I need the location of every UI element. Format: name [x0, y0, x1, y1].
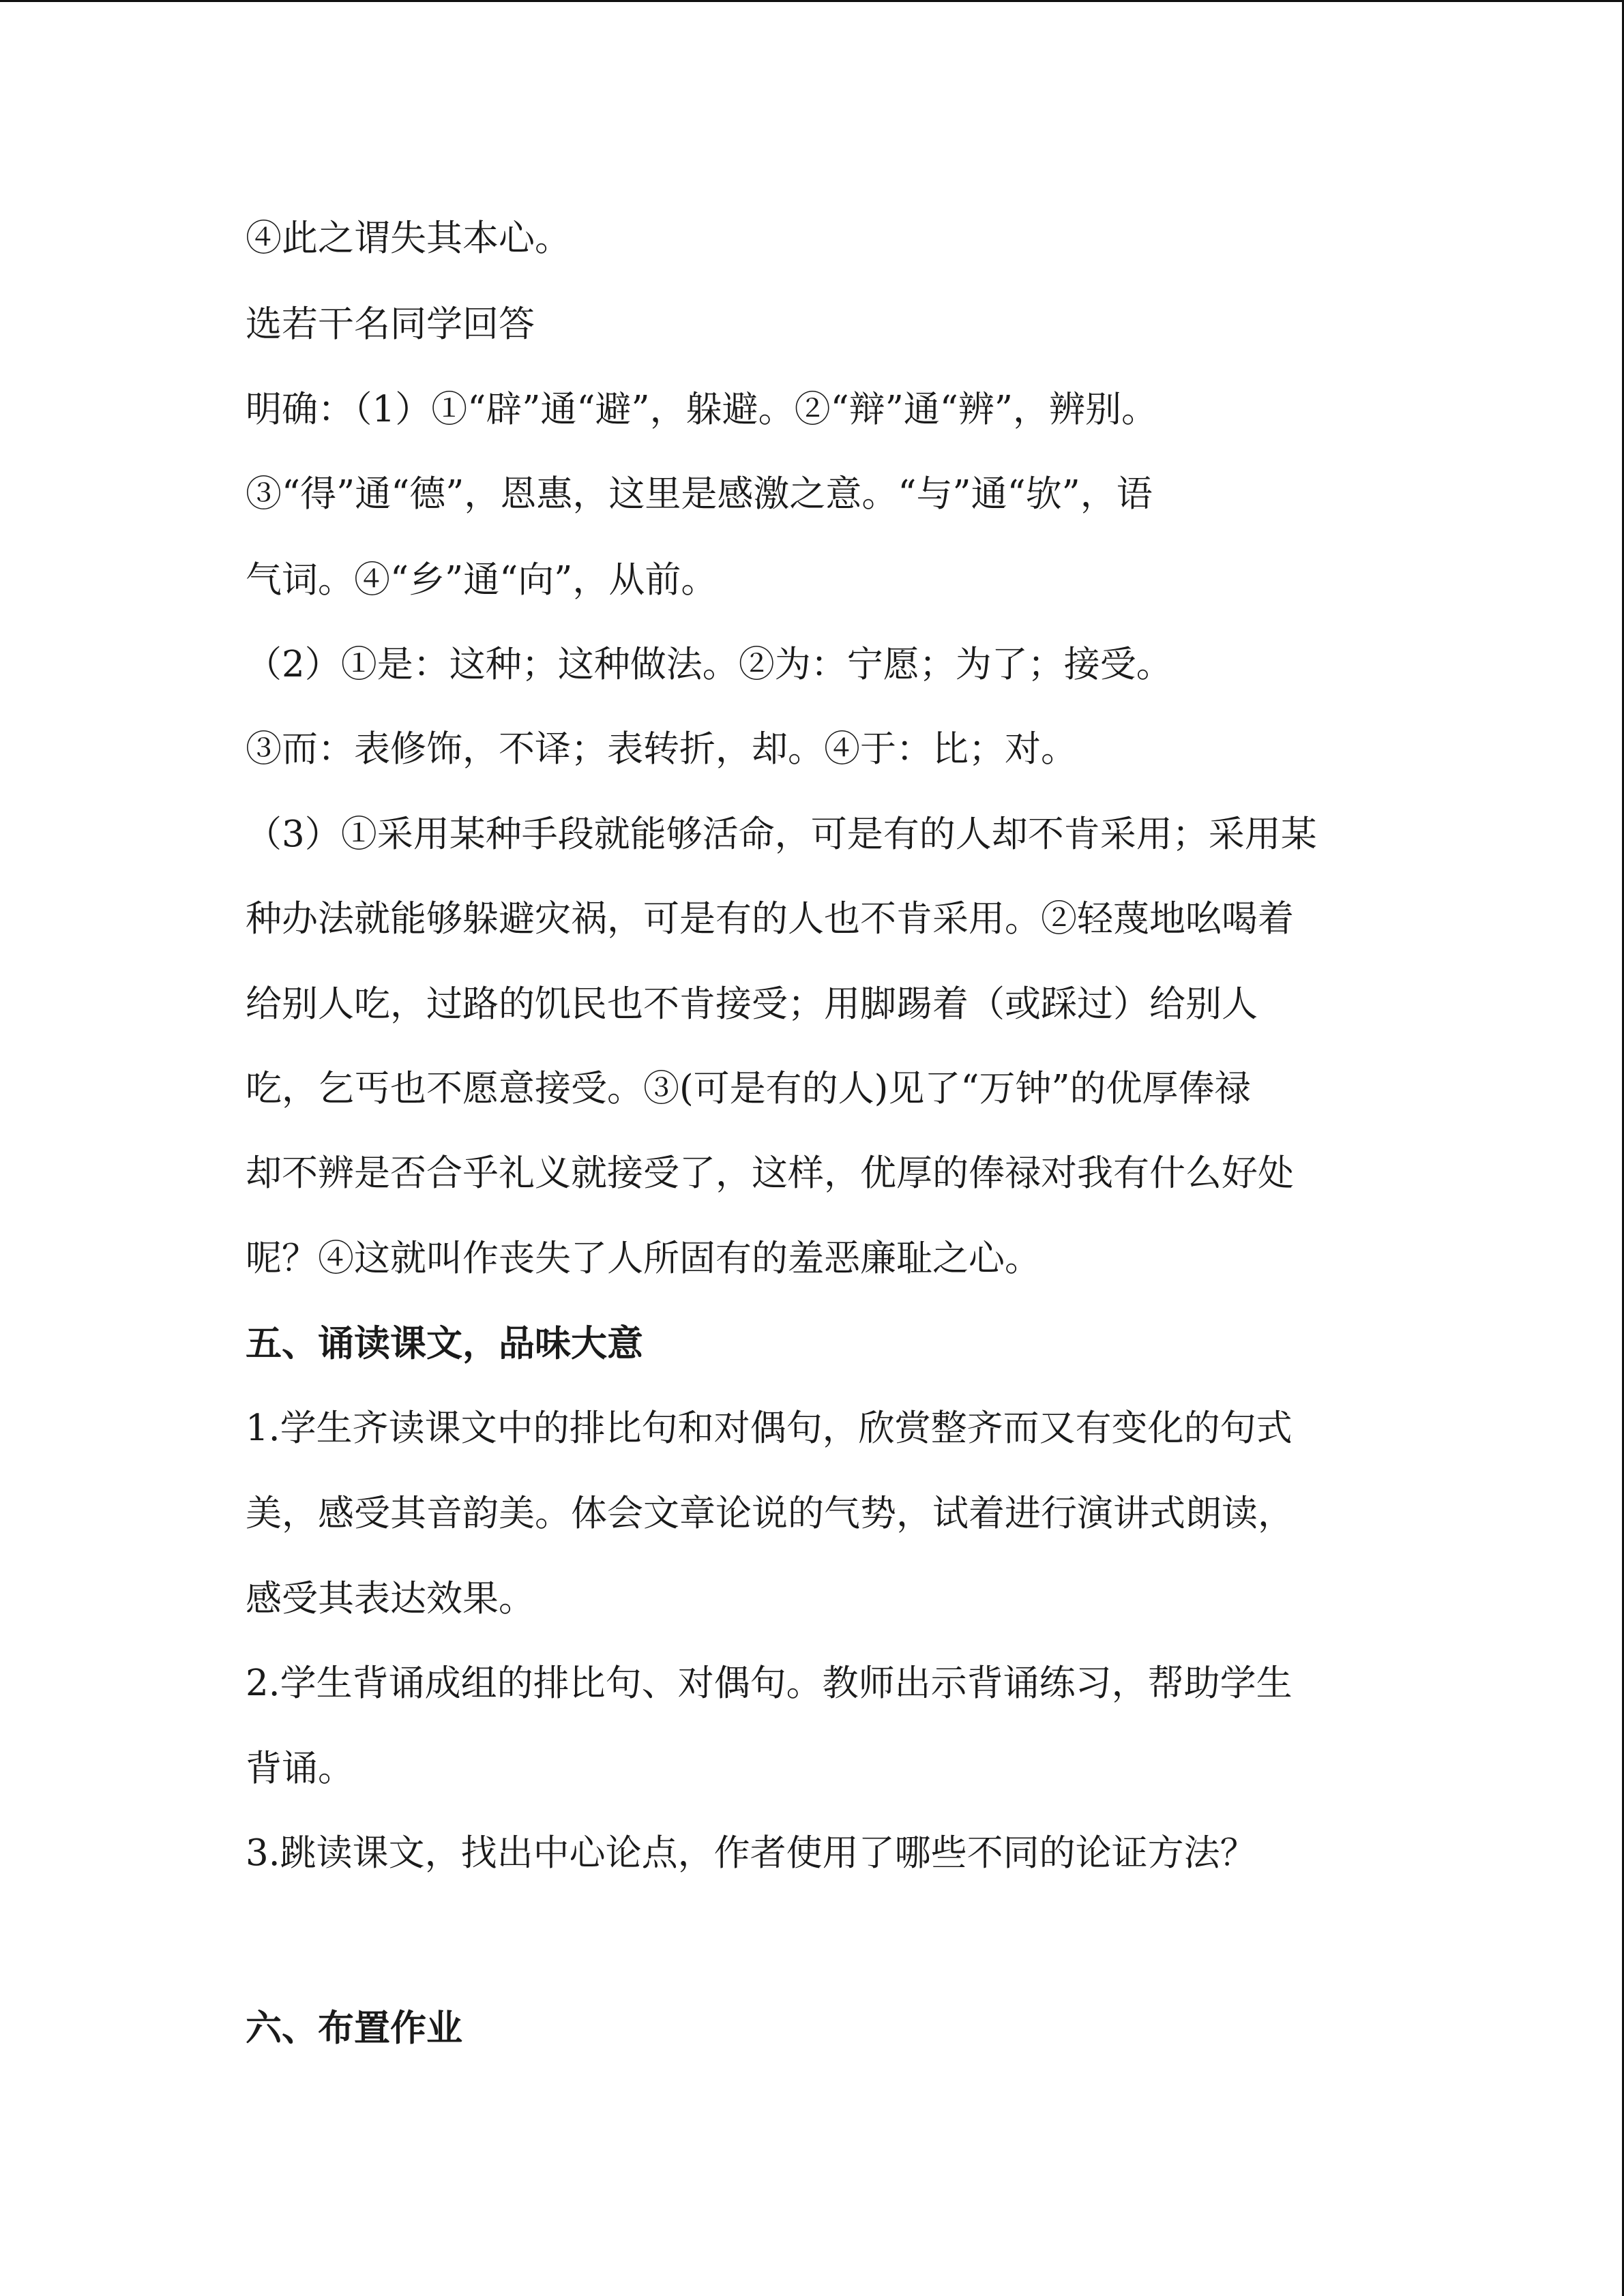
page-top-border — [0, 0, 1624, 2]
text-line: 给别人吃，过路的饥民也不肯接受；用脚踢着（或踩过）给别人 — [246, 983, 1258, 1025]
text-line: 美，感受其音韵美。体会文章论说的气势，试着进行演讲式朗读， — [246, 1493, 1294, 1534]
text-line: 2.学生背诵成组的排比句、对偶句。教师出示背诵练习，帮助学生 — [246, 1663, 1293, 1704]
section-heading: 五、诵读课文，品味大意 — [246, 1323, 643, 1365]
text-line: 种办法就能够躲避灾祸，可是有的人也不肯采用。②轻蔑地吆喝着 — [246, 898, 1294, 940]
text-line: 气词。④“乡”通“向”，从前。 — [246, 559, 718, 601]
text-line: （3）①采用某种手段就能够活命，可是有的人却不肯采用；采用某 — [246, 814, 1317, 855]
text-line: 选若干名同学回答 — [246, 303, 535, 345]
text-line: ④此之谓失其本心。 — [246, 218, 571, 259]
text-line: 感受其表达效果。 — [246, 1578, 535, 1620]
text-line: ③而：表修饰，不译；表转折，却。④于：比；对。 — [246, 728, 1077, 770]
text-line: 呢？④这就叫作丧失了人所固有的羞恶廉耻之心。 — [246, 1238, 1041, 1279]
text-line: 3.跳读课文，找出中心论点，作者使用了哪些不同的论证方法？ — [246, 1832, 1256, 1874]
section-heading: 六、布置作业 — [246, 2008, 462, 2049]
text-line: 吃，乞丐也不愿意接受。③(可是有的人)见了“万钟”的优厚俸禄 — [246, 1068, 1251, 1109]
text-line: 1.学生齐读课文中的排比句和对偶句，欣赏整齐而又有变化的句式 — [246, 1407, 1293, 1449]
text-line: 明确：（1）①“辟”通“避”，躲避。②“辩”通“辨”，辨别。 — [246, 389, 1157, 430]
text-line: 背诵。 — [246, 1748, 354, 1789]
text-line: （2）①是：这种；这种做法。②为：宁愿；为了；接受。 — [246, 644, 1172, 685]
text-line: ③“得”通“德”，恩惠，这里是感激之意。“与”通“欤”，语 — [246, 473, 1153, 515]
text-line: 却不辨是否合乎礼义就接受了，这样，优厚的俸禄对我有什么好处 — [246, 1152, 1294, 1194]
